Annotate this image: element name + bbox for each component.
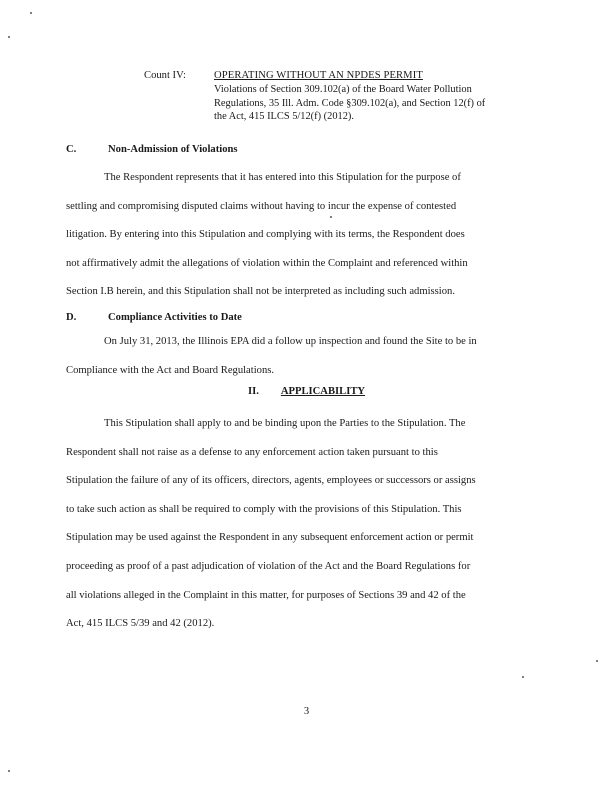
paragraph-line: Act, 415 ILCS 5/39 and 42 (2012). bbox=[66, 618, 215, 630]
paragraph-line: not affirmatively admit the allegations of violation within the Complaint and referenced within bbox=[66, 257, 468, 269]
scan-speck bbox=[596, 660, 598, 662]
section-d-heading bbox=[66, 312, 242, 323]
section-ii-paragraph bbox=[66, 410, 552, 639]
paragraph-line bbox=[66, 164, 552, 193]
section-d-letter: D. bbox=[66, 312, 77, 323]
section-c-heading bbox=[66, 144, 238, 155]
scan-speck bbox=[8, 770, 10, 772]
section-c-paragraph bbox=[66, 164, 552, 307]
scan-speck bbox=[30, 12, 32, 14]
section-d-paragraph bbox=[66, 328, 552, 385]
scan-speck bbox=[8, 36, 10, 38]
section-ii-number: II. bbox=[247, 386, 259, 397]
paragraph-line-text: On July 31, 2013, the Illinois EPA did a follow up inspection and found the Site to be in bbox=[104, 336, 477, 347]
paragraph-line-text: The Respondent represents that it has entered into this Stipulation for the purpose of bbox=[104, 172, 461, 183]
section-ii-heading bbox=[0, 386, 613, 397]
paragraph-line bbox=[66, 328, 552, 357]
paragraph-line: Stipulation the failure of any of its officers, directors, agents, employees or successors or assigns bbox=[66, 475, 476, 487]
count-description-line: Violations of Section 309.102(a) of the Board Water Pollution bbox=[214, 84, 472, 95]
scan-speck bbox=[522, 676, 524, 678]
paragraph-line: Section I.B herein, and this Stipulation shall not be interpreted as including such admission. bbox=[66, 286, 455, 298]
paragraph-line-text: This Stipulation shall apply to and be binding upon the Parties to the Stipulation. The bbox=[104, 418, 466, 429]
paragraph-line bbox=[66, 410, 552, 439]
paragraph-line: litigation. By entering into this Stipulation and complying with its terms, the Respondent does bbox=[66, 229, 465, 241]
paragraph-line: all violations alleged in the Complaint in this matter, for purposes of Sections 39 and 42 of the bbox=[66, 589, 466, 601]
count-description bbox=[214, 83, 544, 124]
count-title: OPERATING WITHOUT AN NPDES PERMIT bbox=[214, 70, 423, 81]
paragraph-line: to take such action as shall be required to comply with the provisions of this Stipulation. This bbox=[66, 503, 462, 515]
count-description-line: Regulations, 35 Ill. Adm. Code §309.102(a), and Section 12(f) of bbox=[214, 97, 486, 109]
section-c-letter: C. bbox=[66, 144, 77, 155]
paragraph-line: settling and compromising disputed claims without having to incur the expense of contested bbox=[66, 200, 457, 212]
section-c-title: Non-Admission of Violations bbox=[108, 144, 238, 155]
paragraph-line: Respondent shall not raise as a defense to any enforcement action taken pursuant to this bbox=[66, 446, 438, 458]
paragraph-line: proceeding as proof of a past adjudication of violation of the Act and the Board Regulations for bbox=[66, 560, 471, 572]
section-d-title: Compliance Activities to Date bbox=[108, 312, 242, 323]
page-number: 3 bbox=[303, 706, 310, 717]
count-label: Count IV: bbox=[144, 70, 186, 81]
count-description-line: the Act, 415 ILCS 5/12(f) (2012). bbox=[214, 111, 354, 122]
paragraph-line: Compliance with the Act and Board Regulations. bbox=[66, 364, 275, 376]
paragraph-line: Stipulation may be used against the Respondent in any subsequent enforcement action or permit bbox=[66, 532, 474, 544]
section-ii-title: APPLICABILITY bbox=[280, 386, 366, 397]
